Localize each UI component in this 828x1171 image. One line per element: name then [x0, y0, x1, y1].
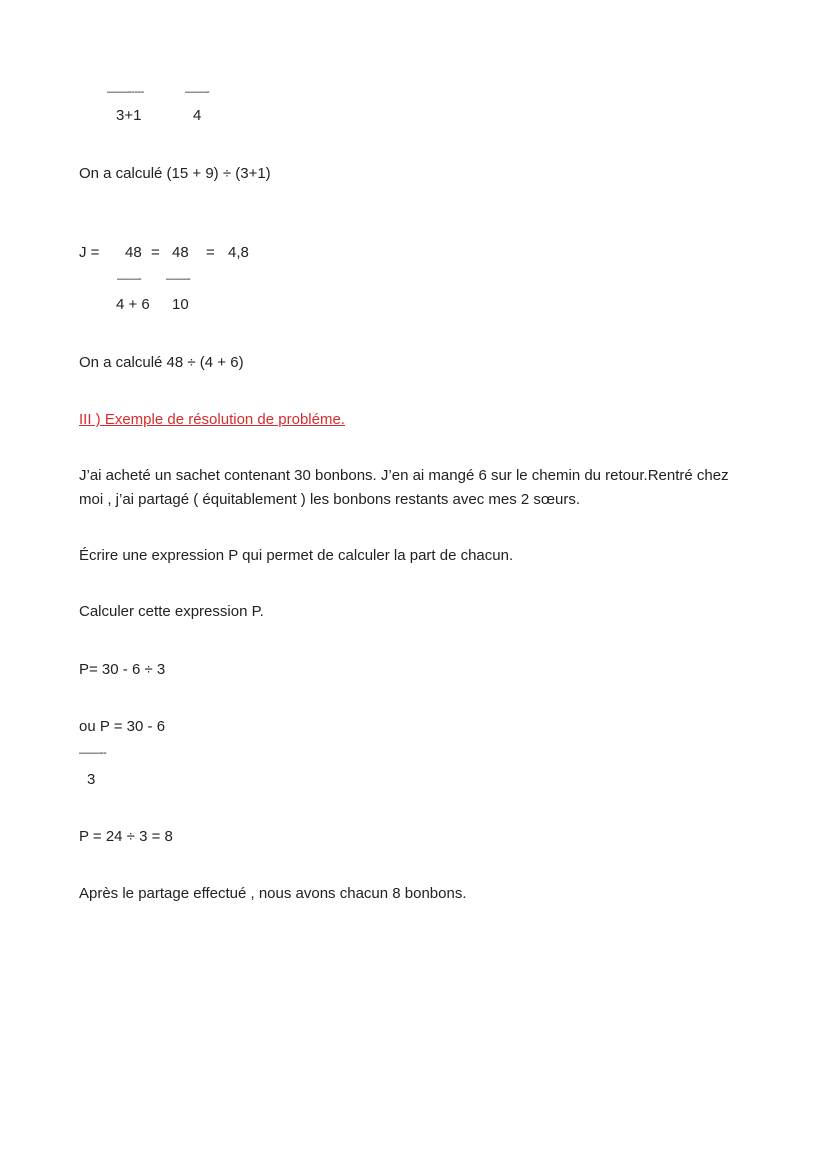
p-expression-fraction-numerator: ou P = 30 - 6 — [79, 718, 166, 735]
task-compute-expression: Calculer cette expression P. — [79, 603, 264, 620]
section-heading: III ) Exemple de résolution de probléme. — [79, 411, 345, 428]
p-expression-fraction-denominator: 3 — [87, 771, 96, 788]
j-equals-2: = — [206, 244, 215, 261]
fraction-denominator-left: 3+1 — [116, 107, 142, 124]
calculation-text-1: On a calculé (15 + 9) ÷ (3+1) — [79, 165, 271, 182]
j-fraction-bar-1: ——- — [117, 273, 142, 285]
j-denominator-2: 10 — [172, 296, 189, 313]
j-label: J = — [79, 244, 100, 261]
p-result: P = 24 ÷ 3 = 8 — [79, 828, 173, 845]
problem-line-1: J’ai acheté un sachet contenant 30 bonbons. J’en ai mangé 6 sur le chemin du retour.Rentré chez — [79, 467, 729, 484]
p-expression-wrong: P= 30 - 6 ÷ 3 — [79, 661, 166, 678]
j-numerator-2: 48 — [172, 244, 189, 261]
j-numerator-1: 48 — [125, 244, 142, 261]
j-result: 4,8 — [228, 244, 249, 261]
task-write-expression: Écrire une expression P qui permet de calculer la part de chacun. — [79, 547, 514, 564]
fraction-bar-left: ——----- — [107, 86, 144, 98]
j-denominator-1: 4 + 6 — [116, 296, 150, 313]
fraction-bar-right: ——- — [185, 86, 210, 98]
p-expression-fraction-bar: ——-- — [79, 747, 107, 759]
j-fraction-bar-2: ——- — [166, 273, 191, 285]
j-equals-1: = — [151, 244, 160, 261]
conclusion-text: Après le partage effectué , nous avons chacun 8 bonbons. — [79, 885, 467, 902]
calculation-text-2: On a calculé 48 ÷ (4 + 6) — [79, 354, 244, 371]
fraction-denominator-right: 4 — [193, 107, 202, 124]
problem-line-2: moi , j’ai partagé ( équitablement ) les bonbons restants avec mes 2 sœurs. — [79, 491, 581, 508]
